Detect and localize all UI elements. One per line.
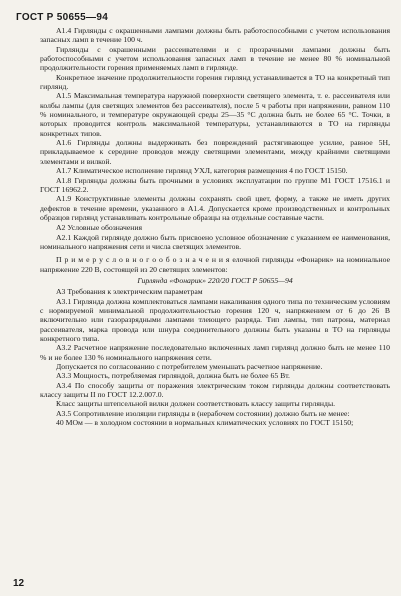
para-a2-1: А2.1 Каждой гирлянде должно быть присвоено условное обозначение с указанием ее наименования, номинального напряжения сети и числа светящих элементов.	[40, 232, 390, 251]
para-a3-3: А3.3 Мощность, потребляемая гирляндой, должна быть не более 65 Вт.	[56, 371, 290, 381]
para-a1-4: А1.4 Гирлянды с окрашенными лампами должны быть работоспособными с учетом использования запасных ламп в течение 100 ч.	[40, 26, 390, 45]
para-example: П р и м е р у с л о в н о г о о б о з н а ч е н и я елочной гирлянды «Фонарик» на номинальное напряжение 220 В, состоящей из 20 светящих элементов:	[40, 255, 390, 274]
para-cold-state: 40 МОм — в холодном состоянии в нормальных климатических условиях по ГОСТ 15150;	[56, 418, 354, 428]
document-header: ГОСТ Р 50655—94	[16, 12, 109, 23]
para-a3-2: А3.2 Расчетное напряжение последовательно включенных ламп гирлянд должно быть не менее 110 % и не более 130 % номинального напряжения сети.	[40, 343, 390, 362]
para-a3-5: А3.5 Сопротивление изоляции гирлянды в (нерабочем состоянии) должно быть не менее:	[56, 408, 350, 418]
para-voltage-reduction: Допускается по согласованию с потребителем уменьшать расчетное напряжение.	[56, 362, 323, 372]
para-burning-duration: Конкретное значение продолжительности горения гирлянд устанавливается в ТО на конкретный тип гирлянд.	[40, 72, 390, 92]
para-plug-class: Класс защиты штепсельной вилки должен соответствовать классу защиты гирлянды.	[56, 399, 336, 409]
para-garlands-diffusers: Гирлянды с окрашенными рассеивателями и с прозрачными лампами должны быть работоспособными с учетом использования запасных ламп в течение не менее 80 % номинальной продолжительности горения применяемых ламп в гирлянде.	[40, 44, 390, 73]
para-a3-1: А3.1 Гирлянда должна комплектоваться лампами накаливания одного типа по техническим условиям с нормируемой минимальной продолжительностью горения 120 ч, напряжением от 6 до 26 В включительно или газоразрядными лампами тлеющего разряда. Тип лампы, тип патрона, материал рассеивателя, марка провода или шнура соединительного должны быть указаны в ТО на гирлянды конкретного типа.	[40, 296, 390, 343]
para-a3-4: А3.4 По способу защиты от поражения электрическим током гирлянды должны соответствовать классу защиты II по ГОСТ 12.2.007.0.	[40, 380, 390, 400]
section-heading-a2: А2 Условные обозначения	[56, 223, 143, 233]
example-designation: Гирлянда «Фонарик» 220/20 ГОСТ Р 50655—94	[137, 275, 293, 285]
para-a1-8: А1.8 Гирлянды должны быть прочными в условиях эксплуатации по группе М1 ГОСТ 17516.1 и ГОСТ 16962.2.	[40, 175, 390, 194]
para-a1-6: А1.6 Гирлянды должны выдерживать без повреждений растягивающее усилие, равное 5Н, прикладываемое к середине проводов между светящими элементами, между крайними светящими элементами и вилкой.	[40, 138, 390, 166]
para-a1-5: А1.5 Максимальная температура наружной поверхности светящего элемента, т. е. рассеивателя или колбы лампы (для светящих элементов без рассеивателя), после 5 ч работы при напряжении, равном 110 % номинального, и температуре окружающей среды 25—35 °С должна быть не более 65 °С. Точки, в которых проводится контроль максимальной температуры, устанавливаются в ТО на гирлянды конкретных типов.	[40, 91, 390, 138]
page-number: 12	[13, 578, 25, 589]
para-a1-9: А1.9 Конструктивные элементы должны сохранять свой цвет, форму, а также не иметь других дефектов в течение времени, указанного в А1.4. Допускается кроме производственных и контрольных образцов гирлянд устанавливать контрольные образцы на отдельные составные части.	[40, 194, 390, 222]
section-heading-a3: А3 Требования к электрическим параметрам	[56, 287, 203, 297]
document-body	[40, 26, 390, 427]
para-a1-7: А1.7 Климатическое исполнение гирлянд УХЛ, категория размещения 4 по ГОСТ 15150.	[56, 166, 348, 176]
